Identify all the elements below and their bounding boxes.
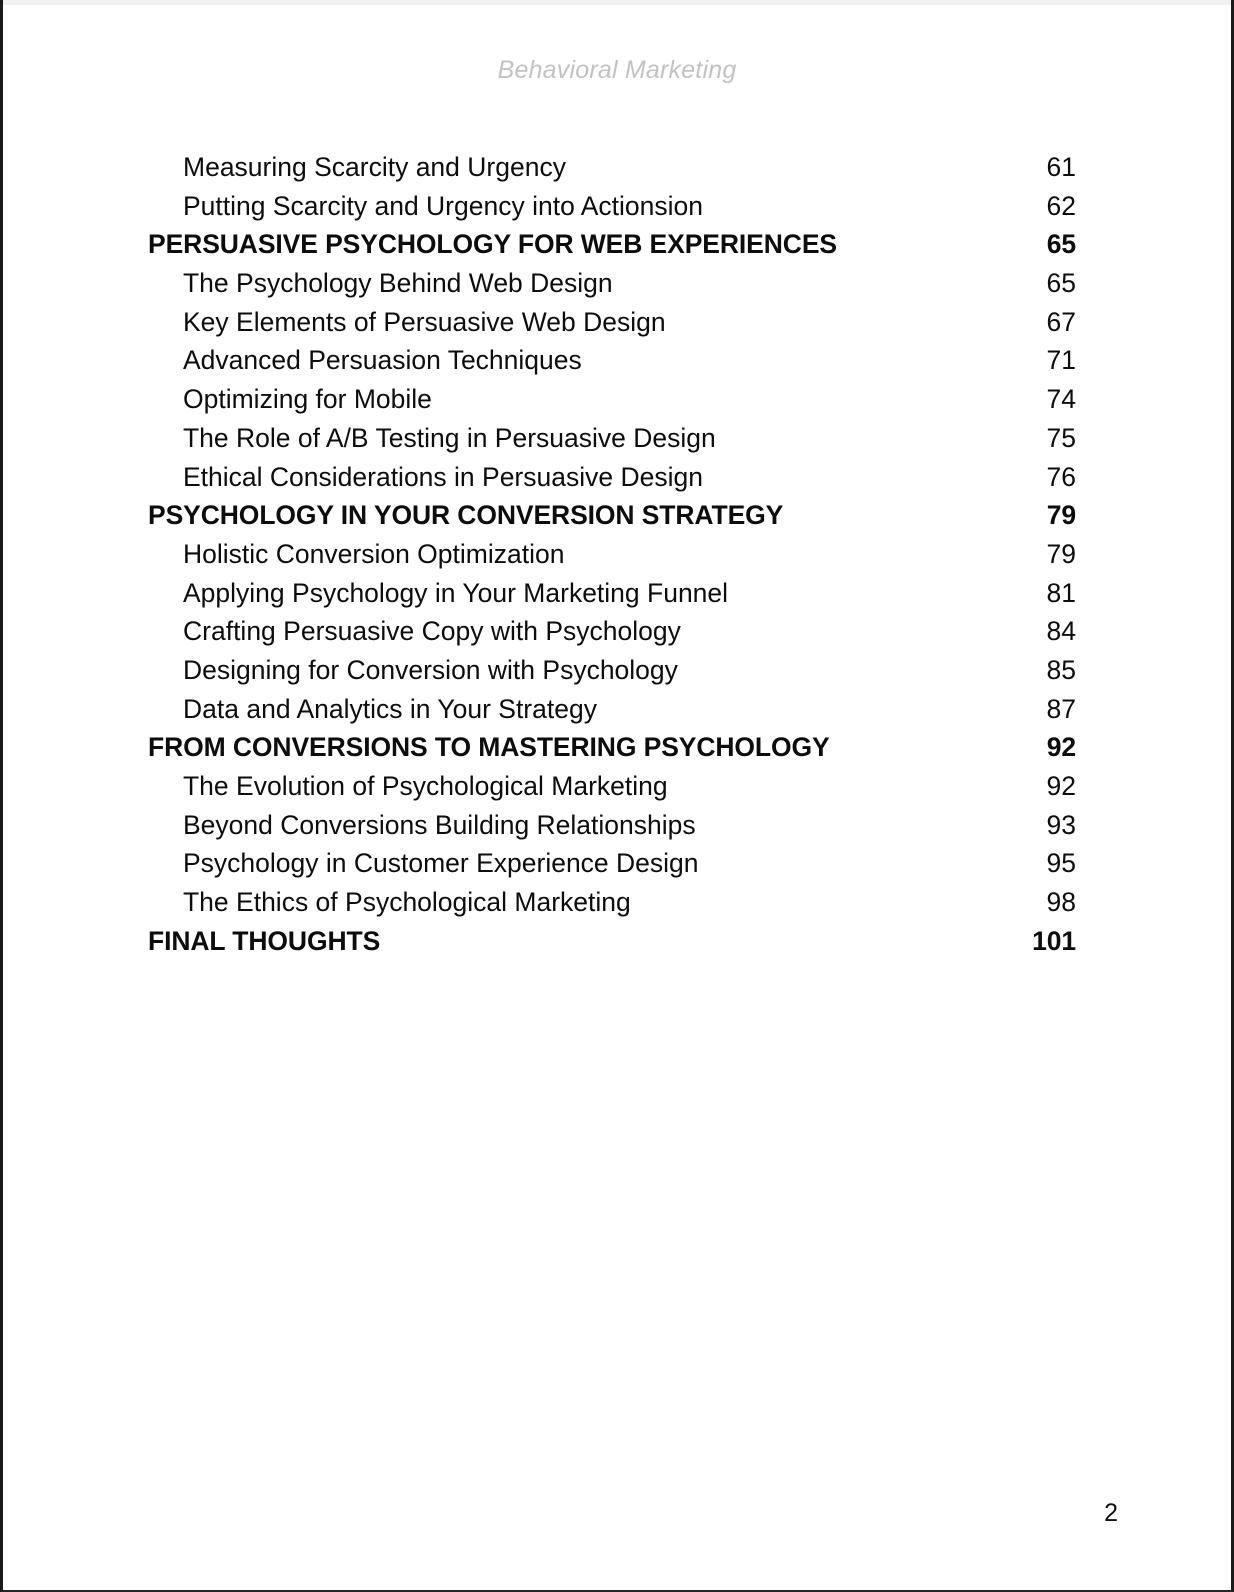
toc-part-row[interactable] xyxy=(148,922,1076,961)
toc-entry-title: The Psychology Behind Web Design xyxy=(183,268,613,299)
toc-entry-page-number: 71 xyxy=(1046,345,1076,376)
toc-entry-title: Psychology in Customer Experience Design xyxy=(183,848,699,879)
page-top-strip xyxy=(3,0,1231,5)
page-folio-number: 2 xyxy=(1104,1499,1118,1527)
toc-entry-title: Measuring Scarcity and Urgency xyxy=(183,152,566,182)
toc-entry-page-number: 81 xyxy=(1046,577,1076,608)
toc-part-row[interactable] xyxy=(148,496,1076,535)
toc-entry-row[interactable] xyxy=(148,535,1076,574)
toc-entry-page-number: 75 xyxy=(1046,422,1076,453)
toc-entry-title: FROM CONVERSIONS TO MASTERING PSYCHOLOGY xyxy=(148,732,830,763)
toc-entry-page-number: 92 xyxy=(1046,771,1076,801)
toc-entry-title: Designing for Conversion with Psychology xyxy=(183,654,678,685)
toc-entry-title: Putting Scarcity and Urgency into Actionsion xyxy=(183,190,703,221)
toc-entry-row[interactable] xyxy=(148,303,1076,342)
toc-entry-page-number: 79 xyxy=(1046,500,1076,531)
toc-entry-row[interactable] xyxy=(148,341,1076,380)
toc-entry-page-number: 93 xyxy=(1046,809,1076,840)
toc-entry-page-number: 74 xyxy=(1046,384,1076,415)
toc-entry-row[interactable] xyxy=(148,264,1076,303)
toc-entry-row[interactable] xyxy=(148,690,1076,729)
toc-entry-row[interactable] xyxy=(148,612,1076,651)
toc-entry-page-number: 95 xyxy=(1046,848,1076,879)
toc-entry-row[interactable] xyxy=(148,458,1076,497)
toc-entry-row[interactable] xyxy=(148,806,1076,845)
toc-part-row[interactable] xyxy=(148,225,1076,264)
toc-entry-title: The Evolution of Psychological Marketing xyxy=(183,771,668,801)
toc-entry-row[interactable] xyxy=(148,419,1076,458)
toc-entry-title: Key Elements of Persuasive Web Design xyxy=(183,306,666,337)
toc-entry-row[interactable] xyxy=(148,574,1076,613)
toc-entry-title: Applying Psychology in Your Marketing Funnel xyxy=(183,577,729,608)
toc-entry-title: The Role of A/B Testing in Persuasive Design xyxy=(183,422,716,453)
toc-entry-title: Holistic Conversion Optimization xyxy=(183,538,565,569)
toc-entry-row[interactable] xyxy=(148,651,1076,690)
toc-entry-page-number: 62 xyxy=(1046,190,1076,221)
toc-entry-row[interactable] xyxy=(148,148,1076,187)
toc-entry-page-number: 65 xyxy=(1046,268,1076,299)
toc-entry-title: The Ethics of Psychological Marketing xyxy=(183,887,631,918)
toc-entry-row[interactable] xyxy=(148,380,1076,419)
toc-entry-page-number: 84 xyxy=(1046,616,1076,647)
toc-entry-row[interactable] xyxy=(148,883,1076,922)
toc-entry-title: Ethical Considerations in Persuasive Design xyxy=(183,461,703,492)
toc-entry-title: Advanced Persuasion Techniques xyxy=(183,345,582,376)
toc-entry-title: Crafting Persuasive Copy with Psychology xyxy=(183,616,681,647)
toc-entry-title: Data and Analytics in Your Strategy xyxy=(183,693,597,724)
toc-entry-page-number: 65 xyxy=(1046,229,1076,260)
toc-entry-page-number: 87 xyxy=(1046,693,1076,724)
toc-entry-page-number: 101 xyxy=(1032,925,1076,956)
running-head: Behavioral Marketing xyxy=(497,56,737,84)
toc-entry-page-number: 98 xyxy=(1046,887,1076,918)
toc-entry-row[interactable] xyxy=(148,844,1076,883)
toc-entry-page-number: 85 xyxy=(1046,654,1076,685)
toc-entry-page-number: 67 xyxy=(1046,306,1076,337)
toc-entry-row[interactable] xyxy=(148,767,1076,806)
toc-entry-title: FINAL THOUGHTS xyxy=(148,925,381,956)
toc-entry-page-number: 79 xyxy=(1046,538,1076,569)
toc-entry-title: Optimizing for Mobile xyxy=(183,384,432,415)
toc-entry-page-number: 92 xyxy=(1046,732,1076,763)
toc-part-row[interactable] xyxy=(148,728,1076,767)
toc-entry-title: Beyond Conversions Building Relationships xyxy=(183,809,696,840)
toc-entry-title: PERSUASIVE PSYCHOLOGY FOR WEB EXPERIENCES xyxy=(148,229,837,260)
table-of-contents xyxy=(148,148,1076,960)
toc-entry-title: PSYCHOLOGY IN YOUR CONVERSION STRATEGY xyxy=(148,500,784,531)
toc-entry-row[interactable] xyxy=(148,187,1076,226)
toc-entry-page-number: 61 xyxy=(1046,152,1076,182)
toc-entry-page-number: 76 xyxy=(1046,461,1076,492)
